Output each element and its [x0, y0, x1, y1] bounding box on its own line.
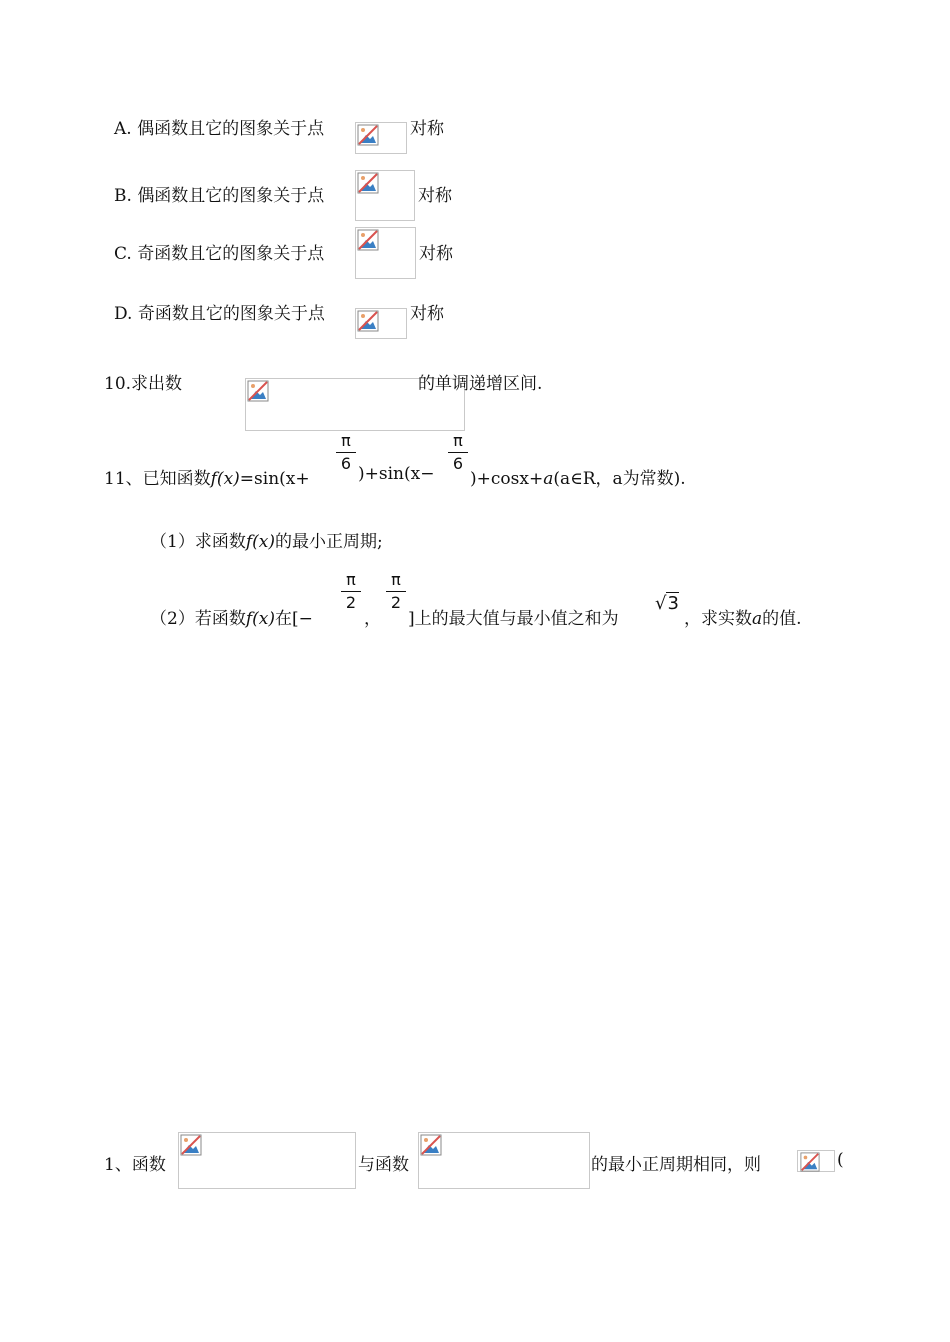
constant-a: a [752, 609, 763, 629]
fraction-pi-over-6 [448, 432, 468, 473]
q11-part2-text: ，求实数 [684, 609, 752, 629]
q11-tail [470, 464, 686, 489]
option-a [114, 114, 324, 139]
option-text: 偶函数且它的图象关于点 [137, 119, 325, 139]
broken-image-icon [178, 1132, 356, 1189]
q11-part2-text: 的值. [762, 609, 802, 629]
option-suffix: 对称 [410, 119, 444, 139]
q1-suffix: 的最小正周期相同，则 [591, 1155, 761, 1175]
constant-a: a [543, 469, 554, 489]
denominator: 2 [390, 593, 402, 612]
numerator: π [391, 570, 401, 589]
broken-image-icon [355, 122, 407, 154]
q1-prefix: 1、函数 [104, 1155, 166, 1175]
option-suffix: 对称 [418, 186, 452, 206]
option-label: D. [114, 304, 133, 324]
sqrt-sign: √ [655, 593, 667, 614]
fraction-bar [341, 591, 361, 592]
q11-part1 [150, 527, 383, 552]
option-b [114, 181, 324, 206]
q11-line [104, 464, 310, 489]
q11-close2: )+cosx+ [470, 469, 544, 489]
broken-image-icon [418, 1132, 590, 1189]
q10-prefix: 10.求出数 [104, 374, 183, 394]
function-f: f(x) [245, 609, 275, 629]
denominator: 6 [452, 454, 464, 473]
q10-suffix: 的单调递增区间. [418, 374, 543, 394]
sqrt-3 [655, 593, 679, 614]
q11-part2-text: （2）若函数 [150, 609, 246, 629]
q11-part1-text: 的最小正周期; [274, 532, 383, 552]
q11-tail-text: (a∈R，a为常数). [553, 469, 686, 489]
option-text: 奇函数且它的图象关于点 [137, 304, 325, 324]
option-text: 偶函数且它的图象关于点 [137, 186, 325, 206]
fraction-bar [448, 452, 468, 453]
q11-part2-text: 在[− [274, 609, 313, 629]
denominator: 2 [345, 593, 357, 612]
option-label: C. [114, 244, 132, 264]
q11-part1-text: （1）求函数 [150, 532, 246, 552]
denominator: 6 [340, 454, 352, 473]
option-label: B. [114, 186, 132, 206]
option-suffix: 对称 [419, 244, 453, 264]
option-d [114, 299, 325, 324]
fraction-bar [386, 591, 406, 592]
q1-mid: 与函数 [358, 1155, 409, 1175]
q11-part2-start [150, 604, 313, 629]
q11-prefix: 11、已知函数 [104, 469, 211, 489]
numerator: π [453, 431, 463, 450]
option-label: A. [114, 119, 132, 139]
function-f: f(x) [245, 532, 275, 552]
q1-tail: ( [837, 1150, 844, 1170]
option-text: 奇函数且它的图象关于点 [137, 244, 325, 264]
fraction-pi-over-2 [341, 571, 361, 612]
radicand: 3 [667, 593, 679, 614]
broken-image-icon [355, 308, 407, 339]
function-f: f(x) [210, 469, 240, 489]
numerator: π [346, 570, 356, 589]
fraction-bar [336, 452, 356, 453]
numerator: π [341, 431, 351, 450]
option-c [114, 239, 324, 264]
q11-sin1: =sin(x+ [239, 469, 310, 489]
broken-image-icon [797, 1150, 835, 1172]
broken-image-icon [355, 227, 416, 279]
broken-image-icon [355, 170, 415, 221]
fraction-pi-over-6 [336, 432, 356, 473]
q11-part2-mid: ]上的最大值与最小值之和为 [408, 609, 619, 629]
option-suffix: 对称 [410, 304, 444, 324]
q11-part2-end [684, 604, 802, 629]
comma: ， [364, 609, 381, 629]
q11-close1: )+sin(x− [358, 464, 435, 484]
fraction-pi-over-2 [386, 571, 406, 612]
